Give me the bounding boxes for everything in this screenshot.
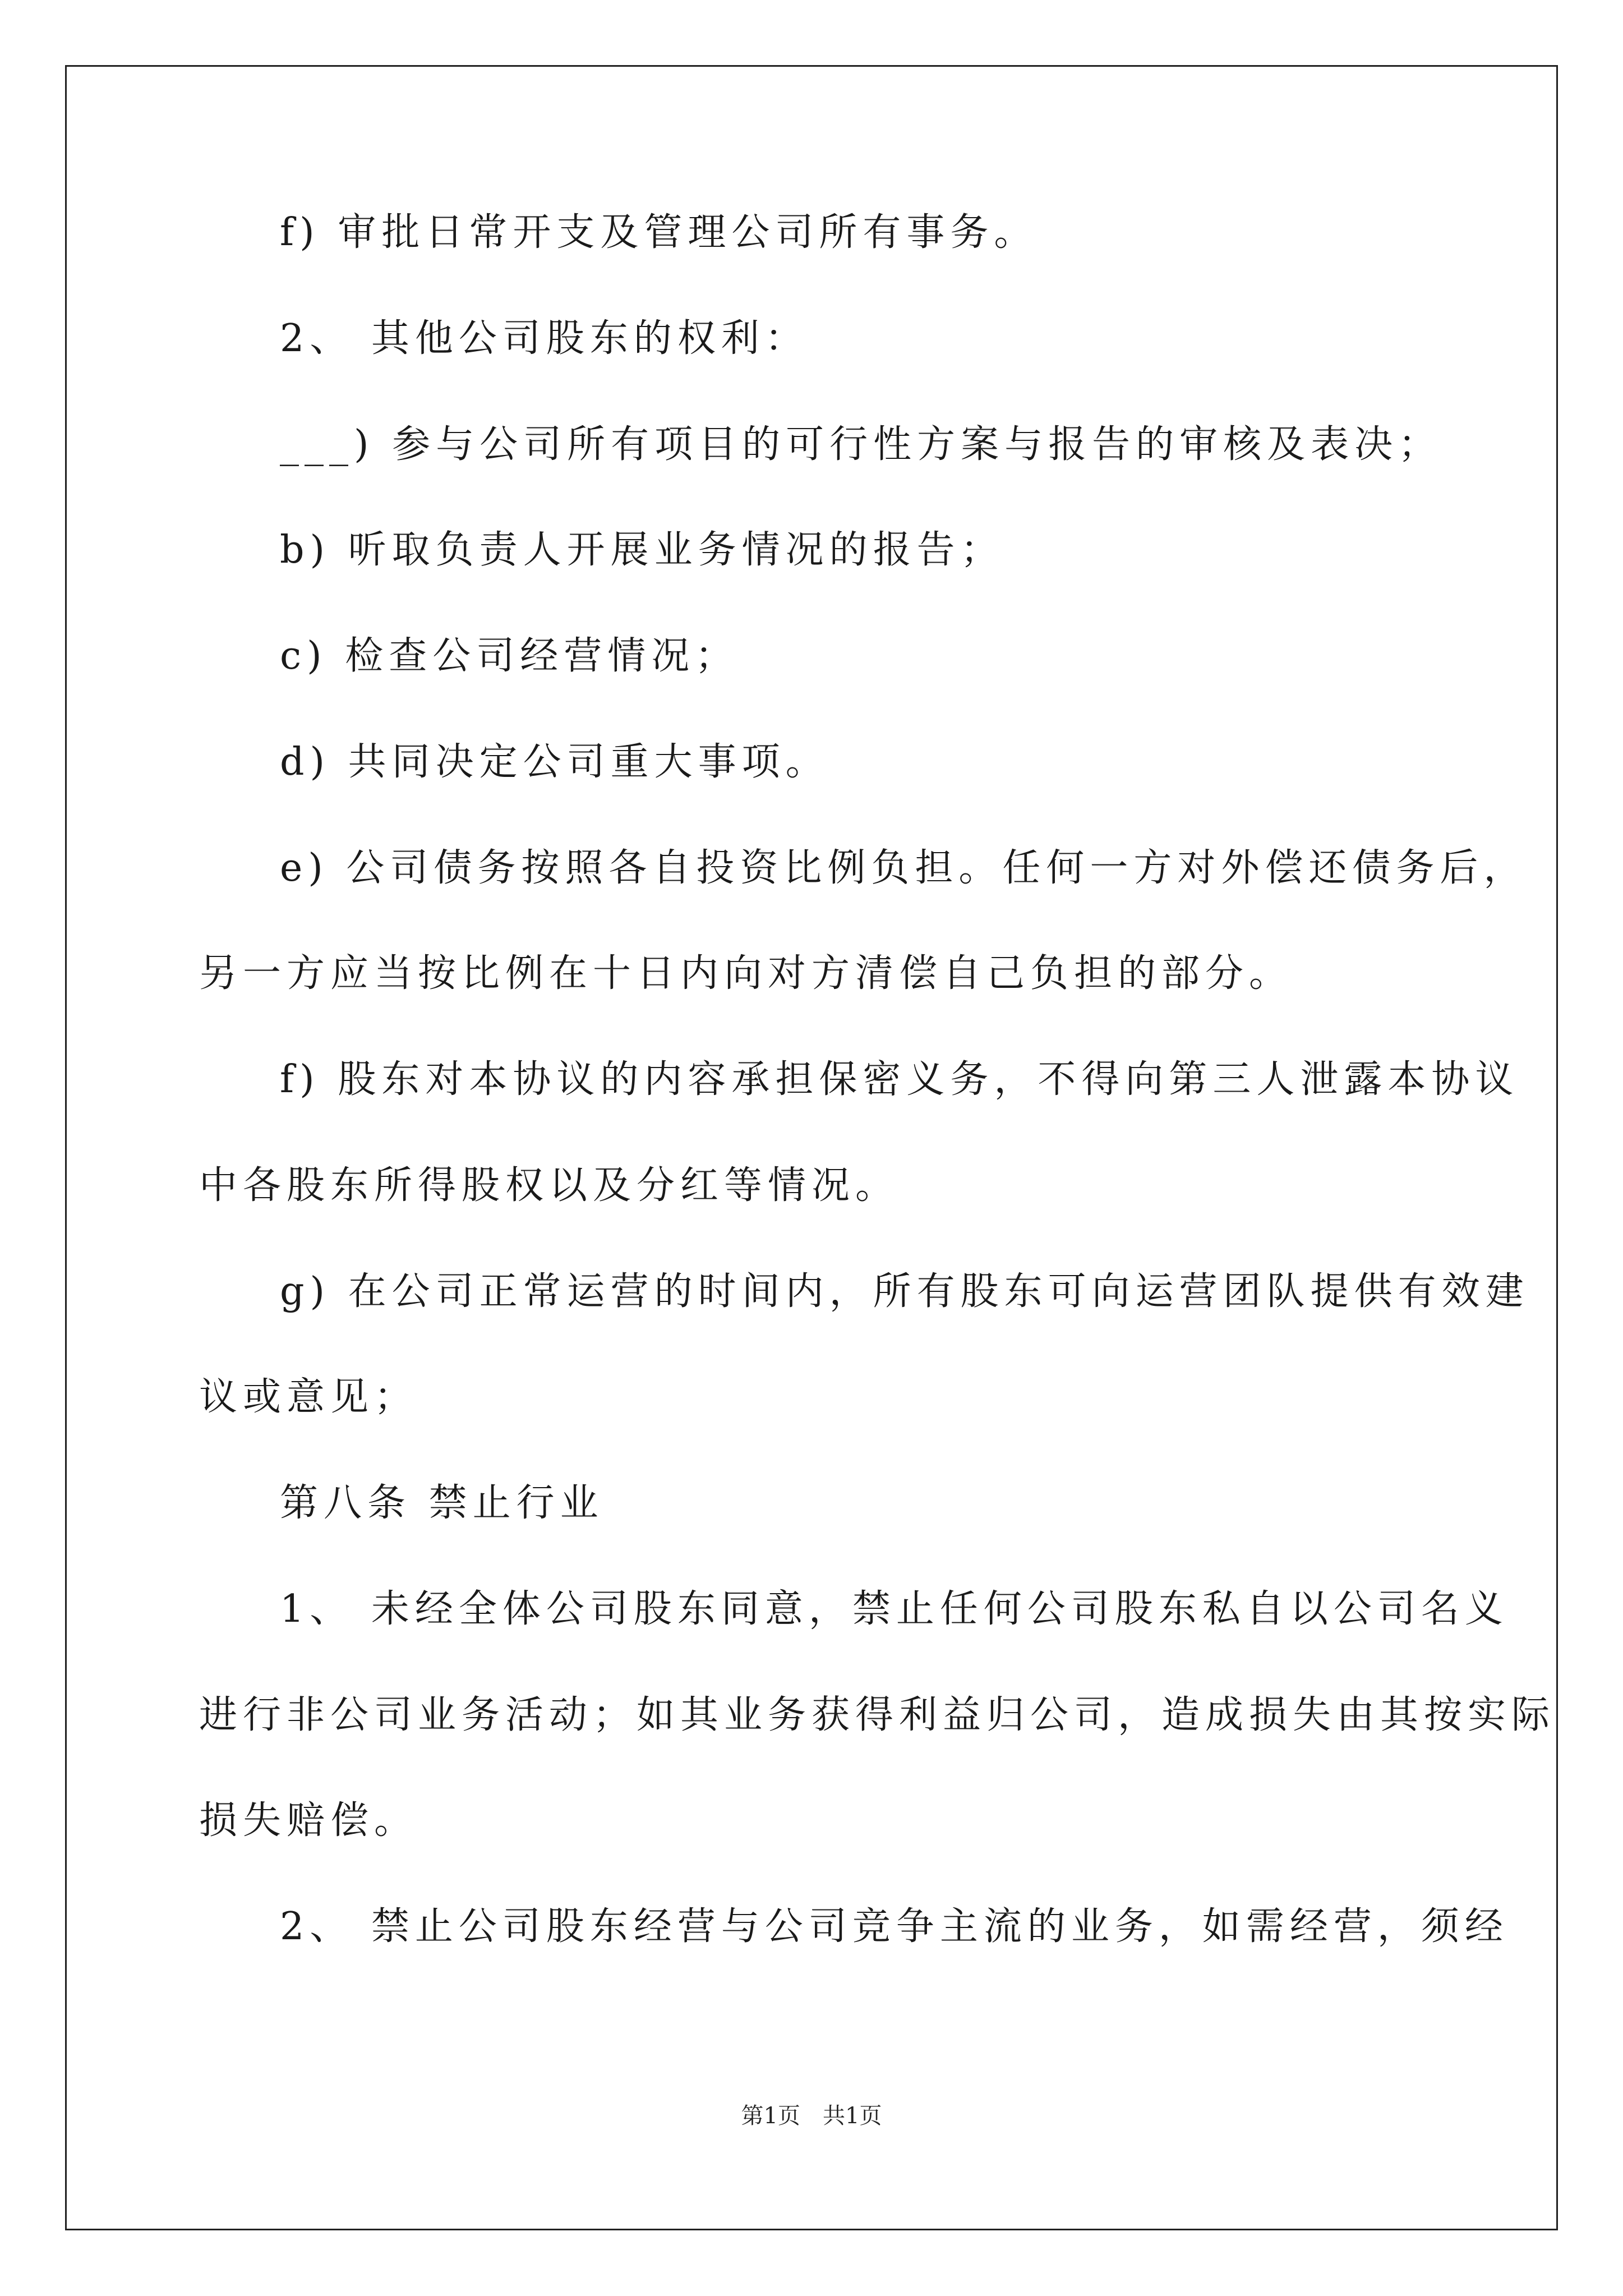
paragraph-line-3: ___) 参与公司所有项目的可行性方案与报告的审核及表决； [280, 422, 1442, 467]
paragraph-line-17: 2、 禁止公司股东经营与公司竞争主流的业务，如需经营，须经 [280, 1904, 1509, 1949]
paragraph-line-1: f) 审批日常开支及管理公司所有事务。 [280, 210, 1038, 255]
paragraph-line-14: 1、 未经全体公司股东同意，禁止任何公司股东私自以公司名义 [280, 1587, 1509, 1631]
paragraph-line-12: 议或意见； [199, 1375, 418, 1419]
paragraph-line-4: b) 听取负责人开展业务情况的报告； [280, 528, 1004, 572]
paragraph-line-7: e) 公司债务按照各自投资比例负担。任何一方对外偿还债务后， [280, 846, 1528, 890]
paragraph-line-15: 进行非公司业务活动；如其业务获得利益归公司，造成损失由其按实际 [199, 1693, 1556, 1737]
paragraph-line-11: g) 在公司正常运营的时间内，所有股东可向运营团队提供有效建 [280, 1269, 1529, 1314]
paragraph-line-10: 中各股东所得股权以及分红等情况。 [199, 1163, 900, 1208]
paragraph-line-8: 另一方应当按比例在十日内向对方清偿自己负担的部分。 [199, 951, 1293, 996]
paragraph-line-16: 损失赔偿。 [199, 1798, 418, 1843]
section-heading: 第八条 禁止行业 [280, 1481, 604, 1525]
paragraph-line-2: 2、 其他公司股东的权利： [280, 316, 809, 361]
paragraph-line-6: d) 共同决定公司重大事项。 [280, 740, 829, 784]
paragraph-line-9: f) 股东对本协议的内容承担保密义务，不得向第三人泄露本协议 [280, 1057, 1519, 1102]
paragraph-line-5: c) 检查公司经营情况； [280, 634, 739, 678]
page-number-footer: 第1页 共1页 [741, 2103, 882, 2129]
